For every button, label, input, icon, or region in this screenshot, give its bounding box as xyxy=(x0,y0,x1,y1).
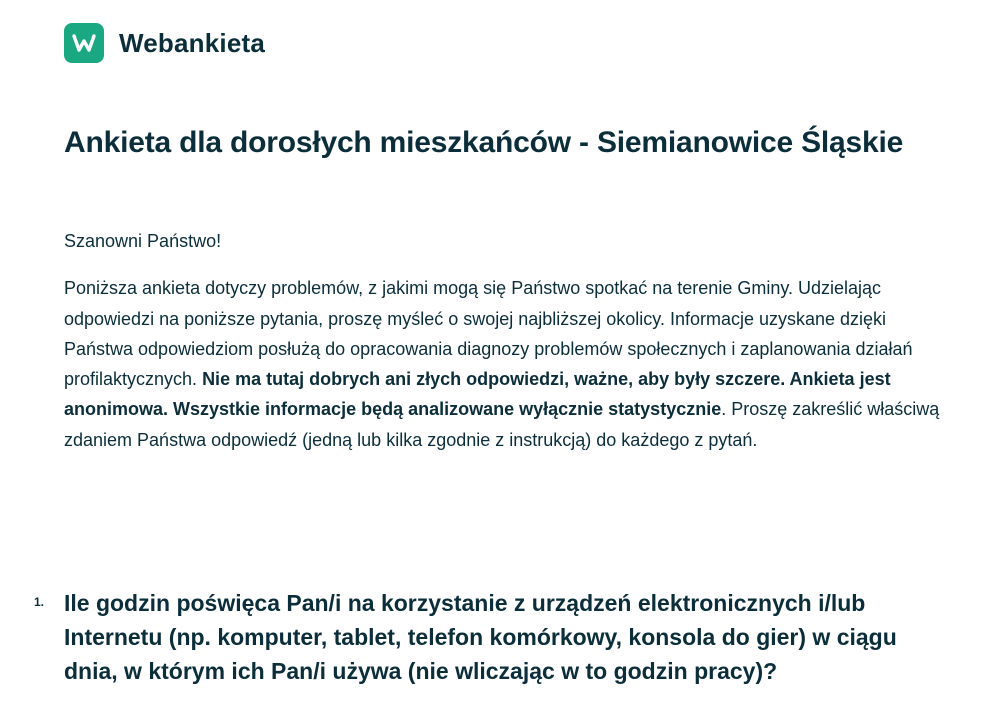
brand-name: Webankieta xyxy=(119,27,266,58)
survey-intro xyxy=(64,226,949,455)
question-number: 1. xyxy=(34,595,45,609)
question-text: Ile godzin poświęca Pan/i na korzystanie z urządzeń elektronicznych i/lub Internetu (np. komputer, tablet, telefon komórkowy, konsola do gier) w ciągu dnia, w którym ich Pan/i używa (nie wliczając w to godzin pracy)? xyxy=(64,590,897,684)
intro-paragraph xyxy=(64,273,949,455)
intro-text-end: . Proszę zakreślić właściwą zdaniem Państwa odpowiedź (jedną lub kilka zgodnie z instrukcją) do każdego z pytań. xyxy=(64,399,940,450)
intro-text: Poniższa ankieta dotyczy problemów, z jakimi mogą się Państwo spotkać na terenie Gminy. Udzielając odpowiedzi na poniższe pytania, proszę myśleć o swojej najbliższej okolicy. Informacje uzyskane dzięki Państwa odpowiedziom posłużą do opracowania diagnozy problemów społecznych i zaplanowania działań profilaktycznych. xyxy=(64,278,913,390)
brand-logo[interactable] xyxy=(64,23,265,63)
webankieta-w-icon xyxy=(64,23,104,63)
greeting-text: Szanowni Państwo! xyxy=(64,231,222,251)
intro-bold-text: Nie ma tutaj dobrych ani złych odpowiedzi, ważne, aby były szczere. Ankieta jest anonimowa. Wszystkie informacje będą analizowane wyłącznie statystycznie xyxy=(64,369,891,420)
survey-title: Ankieta dla dorosłych mieszkańców - Siemianowice Śląskie xyxy=(64,126,904,159)
